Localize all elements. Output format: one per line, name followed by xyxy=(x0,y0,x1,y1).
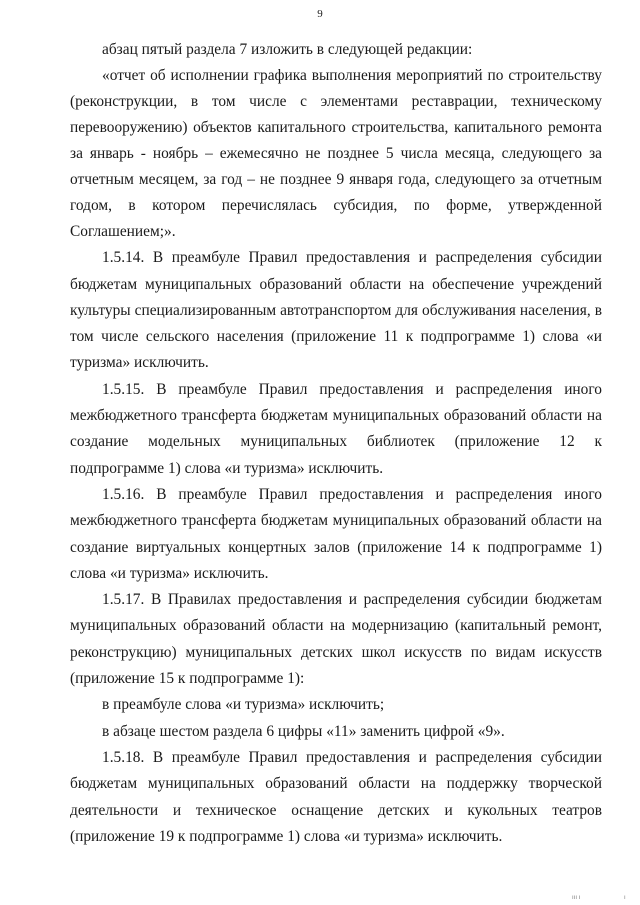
paragraph-1-5-14: 1.5.14. В преамбуле Правил предоставления и распределения субсидии бюджетам муниципальных образований области на обеспечение учреждений культуры специализированным автотранспортом для обслуживания населения, в том числе сельского населения (приложение 11 к подпрограмме 1) слова «и туризма» исключить. xyxy=(70,249,602,372)
paragraph-quoted-text: «отчет об исполнении графика выполнения мероприятий по строительству (реконструкции, в том числе с элементами реставрации, техническому перевооружению) объектов капитального строительства, капитального ремонта за январь - ноябрь – ежемесячно не позднее 5 числа месяца, следующего за отчетным месяцем, за год – не позднее 9 января года, следующего за отчетным годом, в котором перечислялась субсидия, по форме, утвержденной Соглашением;». xyxy=(70,67,602,241)
page-number: 9 xyxy=(317,8,323,20)
paragraph-1-5-18: 1.5.18. В преамбуле Правил предоставления и распределения субсидии бюджетам муниципальных образований области на поддержку творческой деятельности и техническое оснащение детских и кукольных театров (приложение 19 к подпрограмме 1) слова «и туризма» исключить. xyxy=(70,748,602,845)
paragraph-1-5-17-item-1: в преамбуле слова «и туризма» исключить; xyxy=(102,696,385,714)
paragraph-1-5-15: 1.5.15. В преамбуле Правил предоставления и распределения иного межбюджетного трансферта бюджетам муниципальных образований области на создание модельных муниципальных библиотек (приложение 12 к подпрограмме 1) слова «и туризма» исключить. xyxy=(70,380,602,477)
paragraph-1-5-17: 1.5.17. В Правилах предоставления и распределения субсидии бюджетам муниципальных образований области на модернизацию (капитальный ремонт, реконструкцию) муниципальных детских школ искусств по видам искусств (приложение 15 к подпрограмме 1): xyxy=(70,591,602,688)
paragraph-intro: абзац пятый раздела 7 изложить в следующей редакции: xyxy=(102,41,473,58)
scan-mark-left: ııı ı xyxy=(572,895,581,901)
scan-mark-right: ı xyxy=(624,895,626,901)
paragraph-1-5-16: 1.5.16. В преамбуле Правил предоставления и распределения иного межбюджетного трансферта бюджетам муниципальных образований области на создание виртуальных концертных залов (приложение 14 к подпрограмме 1) слова «и туризма» исключить. xyxy=(70,485,602,582)
document-body xyxy=(70,37,602,850)
paragraph-1-5-17-item-2: в абзаце шестом раздела 6 цифры «11» заменить цифрой «9». xyxy=(102,722,505,740)
